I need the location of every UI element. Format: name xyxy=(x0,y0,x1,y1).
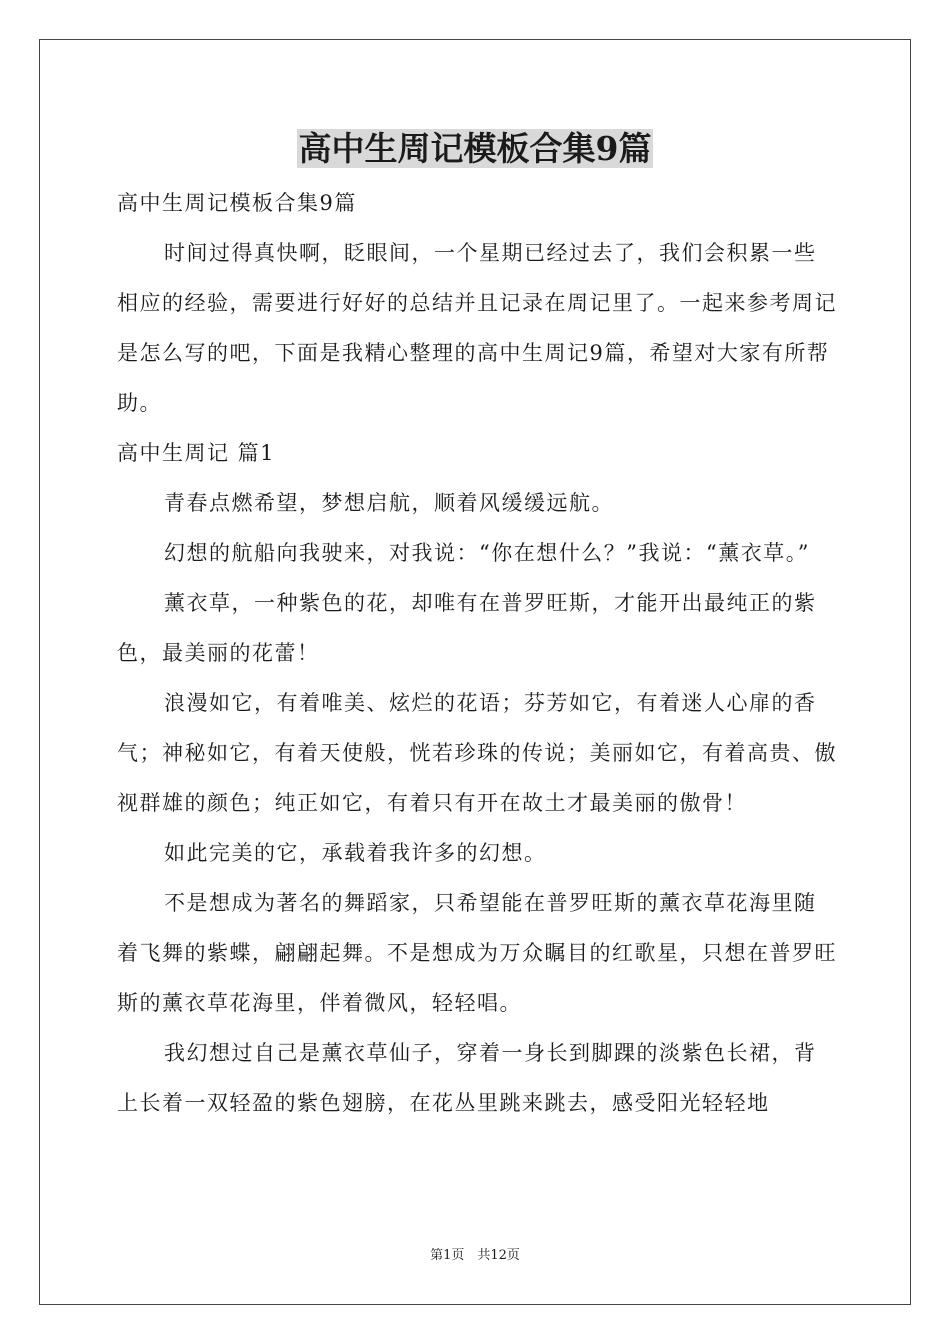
document-title-text: 高中生周记模板合集9篇 xyxy=(298,129,652,168)
paragraph: 我幻想过自己是薰衣草仙子，穿着一身长到脚踝的淡紫色长裙，背上长着一双轻盈的紫色翅膀，在花丛里跳来跳去，感受阳光轻轻地 xyxy=(117,1041,817,1115)
document-title xyxy=(0,126,950,172)
paragraph: 浪漫如它，有着唯美、炫烂的花语；芬芳如它，有着迷人心扉的香气；神秘如它，有着天使般，恍若珍珠的传说；美丽如它，有着高贵、傲视群雄的颜色；纯正如它，有着只有开在故土才最美丽的傲骨！ xyxy=(117,691,837,815)
page-number: 第1页 共12页 xyxy=(430,1248,520,1263)
section-heading: 高中生周记 篇1 xyxy=(117,441,276,465)
intro-paragraph: 时间过得真快啊，眨眼间，一个星期已经过去了，我们会积累一些相应的经验，需要进行好好的总结并且记录在周记里了。一起来参考周记是怎么写的吧，下面是我精心整理的高中生周记9篇，希望对大家有所帮助。 xyxy=(117,241,837,415)
paragraph: 不是想成为著名的舞蹈家，只希望能在普罗旺斯的薰衣草花海里随着飞舞的紫蝶，翩翩起舞。不是想成为万众瞩目的红歌星，只想在普罗旺斯的薰衣草花海里，伴着微风，轻轻唱。 xyxy=(117,891,837,1015)
paragraph: 薰衣草，一种紫色的花，却唯有在普罗旺斯，才能开出最纯正的紫色，最美丽的花蕾！ xyxy=(117,591,817,665)
paragraph: 如此完美的它，承载着我许多的幻想。 xyxy=(164,841,547,865)
paragraph: 幻想的航船向我驶来，对我说：“你在想什么？”我说：“薰衣草。” xyxy=(164,541,810,565)
document-body xyxy=(117,178,837,1128)
document-subtitle: 高中生周记模板合集9篇 xyxy=(117,191,357,215)
page-footer xyxy=(0,1246,950,1266)
paragraph: 青春点燃希望，梦想启航，顺着风缓缓远航。 xyxy=(164,491,614,515)
